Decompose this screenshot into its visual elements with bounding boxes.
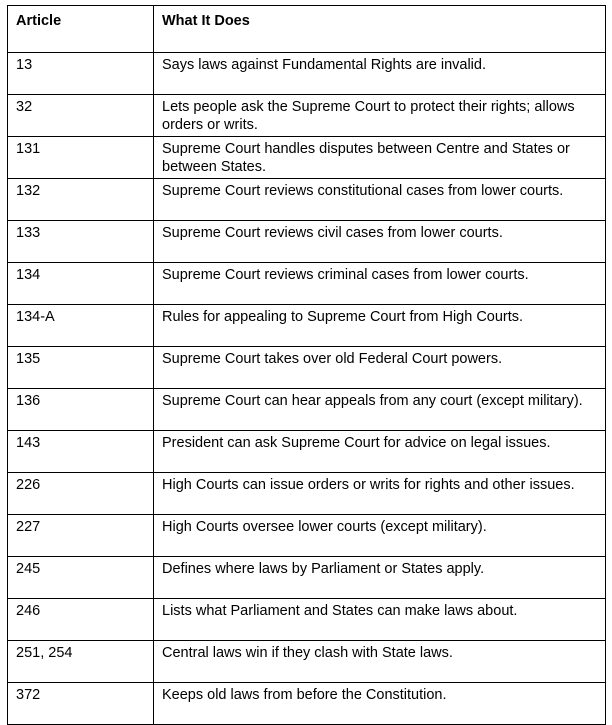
description-cell: Supreme Court reviews criminal cases from lower courts. xyxy=(154,263,606,305)
table-row xyxy=(8,263,606,305)
description-cell: Supreme Court handles disputes between Centre and States or between States. xyxy=(154,137,606,179)
article-cell: 227 xyxy=(8,515,154,557)
article-cell: 226 xyxy=(8,473,154,515)
table-row xyxy=(8,641,606,683)
table-row xyxy=(8,599,606,641)
table-body xyxy=(8,53,606,725)
table-row xyxy=(8,53,606,95)
description-cell: Supreme Court reviews constitutional cases from lower courts. xyxy=(154,179,606,221)
table-row xyxy=(8,305,606,347)
table-row xyxy=(8,683,606,725)
article-cell: 136 xyxy=(8,389,154,431)
description-cell: Lets people ask the Supreme Court to protect their rights; allows orders or writs. xyxy=(154,95,606,137)
article-cell: 131 xyxy=(8,137,154,179)
table-row xyxy=(8,347,606,389)
articles-table xyxy=(7,5,606,725)
article-cell: 251, 254 xyxy=(8,641,154,683)
article-cell: 13 xyxy=(8,53,154,95)
description-cell: Supreme Court reviews civil cases from lower courts. xyxy=(154,221,606,263)
description-cell: High Courts oversee lower courts (except military). xyxy=(154,515,606,557)
table-row xyxy=(8,431,606,473)
description-cell: Says laws against Fundamental Rights are invalid. xyxy=(154,53,606,95)
article-cell: 32 xyxy=(8,95,154,137)
article-cell: 135 xyxy=(8,347,154,389)
table-row xyxy=(8,95,606,137)
description-cell: Keeps old laws from before the Constitution. xyxy=(154,683,606,725)
description-cell: High Courts can issue orders or writs for rights and other issues. xyxy=(154,473,606,515)
article-cell: 134 xyxy=(8,263,154,305)
article-cell: 133 xyxy=(8,221,154,263)
table-row xyxy=(8,137,606,179)
table-row xyxy=(8,179,606,221)
article-cell: 245 xyxy=(8,557,154,599)
table-row xyxy=(8,473,606,515)
description-cell: President can ask Supreme Court for advice on legal issues. xyxy=(154,431,606,473)
table-row xyxy=(8,221,606,263)
article-cell: 134-A xyxy=(8,305,154,347)
article-cell: 143 xyxy=(8,431,154,473)
description-cell: Supreme Court takes over old Federal Court powers. xyxy=(154,347,606,389)
article-cell: 132 xyxy=(8,179,154,221)
column-header-article: Article xyxy=(8,6,154,53)
table-row xyxy=(8,515,606,557)
description-cell: Supreme Court can hear appeals from any court (except military). xyxy=(154,389,606,431)
description-cell: Central laws win if they clash with State laws. xyxy=(154,641,606,683)
article-cell: 372 xyxy=(8,683,154,725)
table-row xyxy=(8,557,606,599)
table-row xyxy=(8,389,606,431)
description-cell: Lists what Parliament and States can make laws about. xyxy=(154,599,606,641)
article-cell: 246 xyxy=(8,599,154,641)
table-header xyxy=(8,6,606,53)
header-row xyxy=(8,6,606,53)
column-header-what-it-does: What It Does xyxy=(154,6,606,53)
description-cell: Rules for appealing to Supreme Court from High Courts. xyxy=(154,305,606,347)
description-cell: Defines where laws by Parliament or States apply. xyxy=(154,557,606,599)
